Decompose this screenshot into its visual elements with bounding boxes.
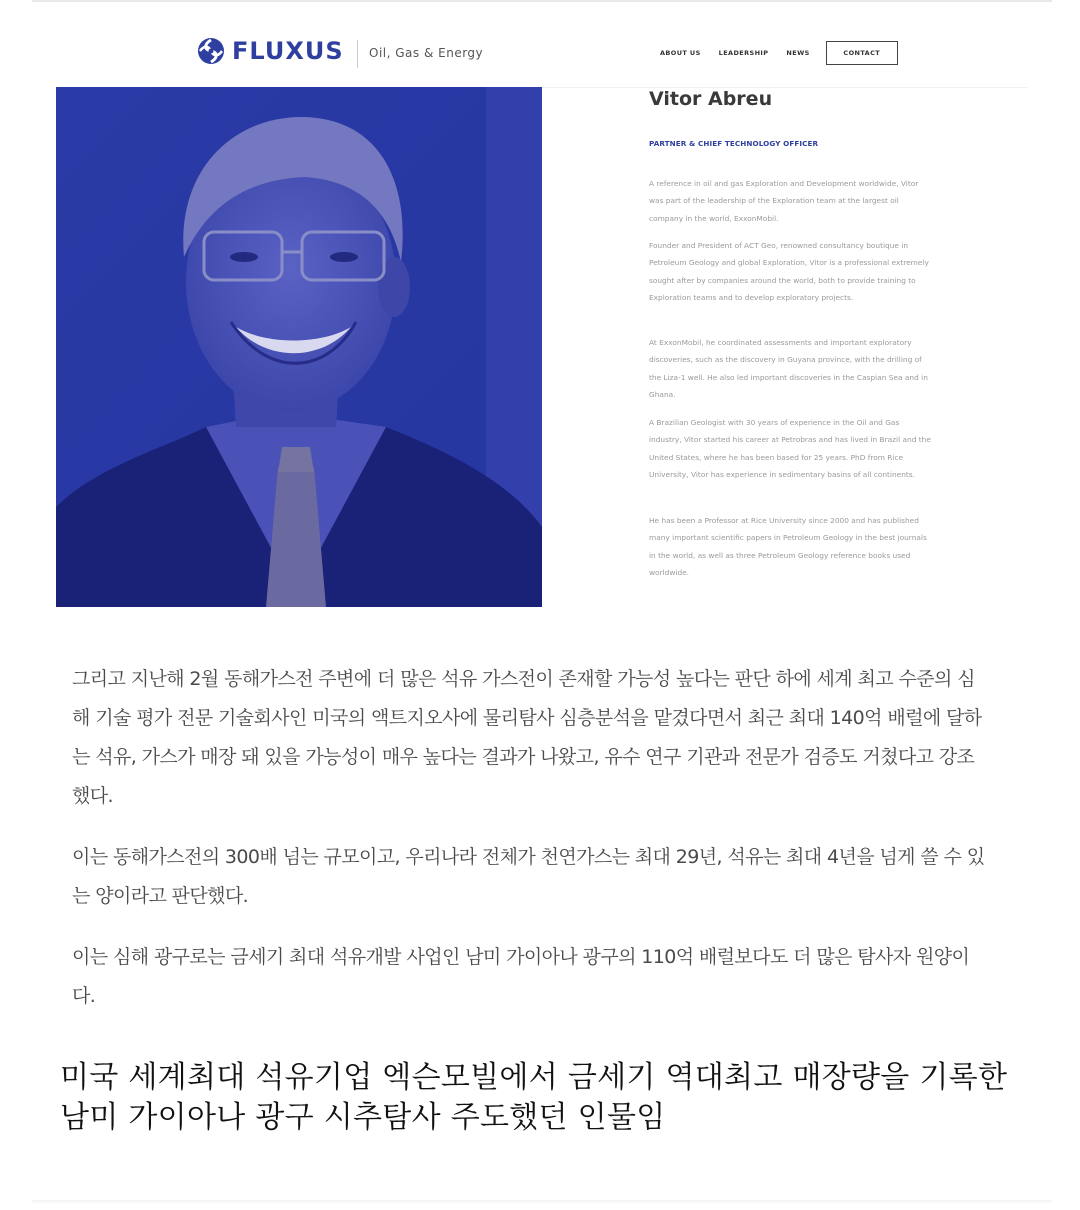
- profile-role: PARTNER & CHIEF TECHNOLOGY OFFICER: [649, 139, 819, 148]
- article-paragraph: 그리고 지난해 2월 동해가스전 주변에 더 많은 석유 가스전이 존재할 가능성 높다는 판단 하에 세계 최고 수준의 심해 기술 평가 전문 기술회사인 미국의 액트지오사에 물리탐사 심층분석을 맡겼다면서 최근 최대 140억 배럴에 달하는 석유, 가스가 매장 돼 있을 가능성이 매우 높다는 결과가 나왔고, 유수 연구 기관과 전문가 검증도 거쳤다고 강조했다.: [72, 668, 982, 807]
- site-header: [0, 30, 1080, 80]
- tagline: Oil, Gas & Energy: [369, 46, 484, 60]
- contact-button[interactable]: CONTACT: [826, 41, 898, 65]
- fluxus-logo[interactable]: [196, 36, 344, 66]
- bio-paragraph: A Brazilian Geologist with 30 years of experience in the Oil and Gas industry, Vitor started his career at Petrobras and has lived in Brazil and the United States, where he has been based for 25 years. PhD from Rice University, Vitor has experience in sedimentary basins of all continents.: [649, 418, 931, 480]
- post-caption: 미국 세계최대 석유기업 엑슨모빌에서 금세기 역대최고 매장량을 기록한 남미 가이아나 광구 시추탐사 주도했던 인물임: [60, 1060, 1008, 1135]
- fluxus-swirl-icon: [196, 36, 226, 66]
- article-body: [72, 660, 992, 1016]
- logo-divider: [357, 40, 358, 68]
- main-nav: [660, 41, 898, 65]
- nav-leadership[interactable]: LEADERSHIP: [718, 49, 769, 57]
- bio-paragraph: Founder and President of ACT Geo, renowned consultancy boutique in Petroleum Geology and global Exploration, Vitor is a professional extremely sought after by companies around the world, both to provide training to Exploration teams and to develop exploratory projects.: [649, 241, 929, 303]
- bio-paragraph: A reference in oil and gas Exploration and Development worldwide, Vitor was part of the leadership of the Exploration team at the largest oil company in the world, ExxonMobil.: [649, 179, 919, 223]
- profile-panel: [649, 88, 939, 578]
- bio-paragraph: At ExxonMobil, he coordinated assessments and important exploratory discoveries, such as the discovery in Guyana province, with the drilling of the Liza-1 well. He also led important discoveries in the Caspian Sea and in Ghana.: [649, 338, 928, 400]
- bottom-divider: [32, 1200, 1052, 1204]
- top-divider: [32, 0, 1052, 2]
- nav-news[interactable]: NEWS: [786, 49, 810, 57]
- profile-photo-illustration: [56, 87, 542, 607]
- bio-paragraph: He has been a Professor at Rice University since 2000 and has published many important scientific papers in Petroleum Geology in the best journals in the world, as well as three Petroleum Geology reference books used worldwide.: [649, 516, 927, 578]
- profile-photo: [56, 87, 542, 607]
- article-paragraph: 이는 심해 광구로는 금세기 최대 석유개발 사업인 남미 가이아나 광구의 110억 배럴보다도 더 많은 탐사자 원양이다.: [72, 946, 970, 1007]
- nav-about-us[interactable]: ABOUT US: [660, 49, 701, 57]
- article-paragraph: 이는 동해가스전의 300배 넘는 규모이고, 우리나라 전체가 천연가스는 최대 29년, 석유는 최대 4년을 넘게 쓸 수 있는 양이라고 판단했다.: [72, 846, 985, 907]
- logo-wordmark: FLUXUS: [232, 37, 344, 65]
- profile-name: Vitor Abreu: [649, 88, 773, 110]
